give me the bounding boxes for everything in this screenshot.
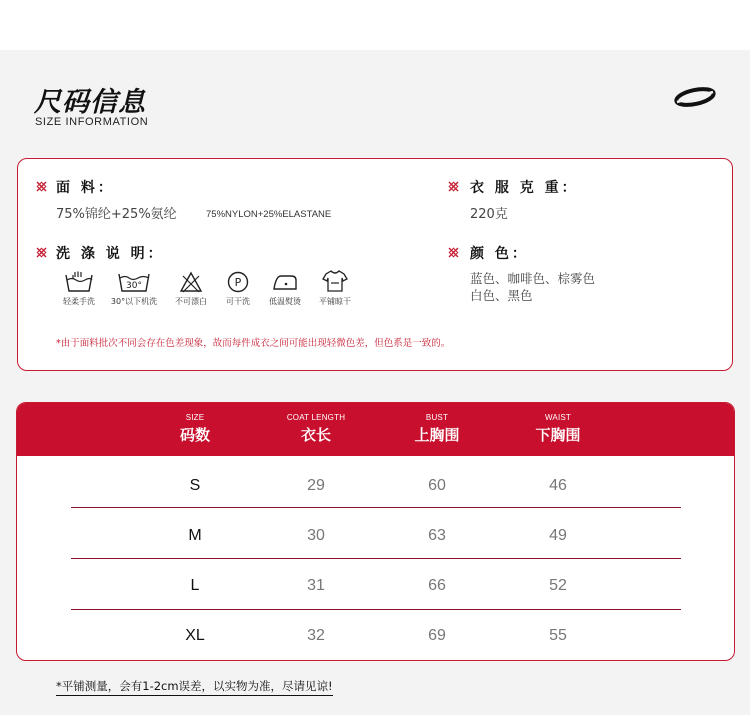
machine-wash-30-icon bbox=[117, 271, 151, 293]
measurement-footnote: *平铺测量，会有1-2cm误差，以实物为准，尽请见谅! bbox=[56, 678, 333, 696]
fabric-value-en: 75%NYLON+25%ELASTANE bbox=[206, 209, 332, 220]
cell-waist: 49 bbox=[549, 527, 567, 544]
color-line-2: 白色、黑色 bbox=[470, 288, 533, 303]
dry-clean-label: 可干洗 bbox=[226, 297, 250, 306]
cell-waist: 46 bbox=[549, 477, 567, 494]
size-table bbox=[16, 402, 735, 661]
color-difference-note: *由于面料批次不同会存在色差现象，故而每件成衣之间可能出现轻微色差，但色系是一致的。 bbox=[56, 338, 451, 349]
svg-text:P: P bbox=[234, 276, 242, 289]
low-iron-item bbox=[262, 271, 308, 307]
weight-label: 衣 服 克 重： bbox=[470, 180, 579, 196]
table-row bbox=[17, 463, 734, 513]
no-bleach-icon bbox=[179, 271, 203, 293]
no-bleach-label: 不可漂白 bbox=[175, 297, 207, 306]
cell-length: 30 bbox=[307, 527, 325, 544]
header-size bbox=[135, 413, 255, 445]
row-divider bbox=[71, 507, 681, 508]
machine-wash-label: 30°以下机洗 bbox=[110, 297, 158, 306]
dry-clean-p-icon bbox=[226, 271, 250, 293]
hand-wash-label: 轻柔手洗 bbox=[63, 297, 95, 306]
fabric-label: 面 料： bbox=[56, 180, 115, 196]
hand-wash-item bbox=[54, 271, 104, 307]
diamond-mark-icon bbox=[448, 181, 459, 192]
table-header bbox=[17, 403, 734, 456]
header-waist-en: WAIST bbox=[544, 413, 572, 422]
table-row bbox=[17, 563, 734, 613]
cell-bust: 63 bbox=[428, 527, 446, 544]
color-label: 颜 色： bbox=[470, 246, 529, 262]
header-length-cn: 衣长 bbox=[300, 426, 331, 444]
flat-dry-item bbox=[312, 269, 358, 307]
hand-wash-icon bbox=[64, 271, 94, 293]
cell-size: S bbox=[189, 477, 201, 494]
diamond-mark-icon bbox=[36, 247, 47, 258]
cell-bust: 60 bbox=[428, 477, 446, 494]
machine-wash-item bbox=[106, 271, 162, 307]
weight-value: 220克 bbox=[470, 207, 508, 222]
header-bust bbox=[377, 413, 497, 445]
cell-length: 29 bbox=[307, 477, 325, 494]
header-bust-en: BUST bbox=[425, 413, 449, 422]
svg-text:30°: 30° bbox=[126, 281, 142, 291]
header-waist bbox=[498, 413, 618, 445]
diamond-mark-icon bbox=[36, 181, 47, 192]
cell-size: XL bbox=[185, 627, 205, 644]
table-row bbox=[17, 513, 734, 563]
flat-dry-label: 平铺晾干 bbox=[319, 297, 351, 306]
no-bleach-item bbox=[166, 271, 216, 307]
header-bust-cn: 上胸围 bbox=[414, 426, 460, 444]
cell-waist: 52 bbox=[549, 577, 567, 594]
header-length-en: COAT LENGTH bbox=[286, 413, 346, 422]
row-divider bbox=[71, 609, 681, 610]
dry-clean-item bbox=[218, 271, 258, 307]
top-band bbox=[0, 0, 750, 50]
info-card bbox=[17, 158, 733, 371]
header-size-cn: 码数 bbox=[179, 426, 210, 444]
cell-bust: 69 bbox=[428, 627, 446, 644]
color-line-1: 蓝色、咖啡色、棕雾色 bbox=[470, 271, 596, 286]
table-row bbox=[17, 613, 734, 661]
fabric-value: 75%锦纶+25%氨纶 bbox=[56, 207, 177, 222]
cell-length: 32 bbox=[307, 627, 325, 644]
header-size-en: SIZE bbox=[185, 413, 205, 422]
cell-size: M bbox=[188, 527, 202, 544]
low-iron-label: 低温熨烫 bbox=[269, 297, 301, 306]
cell-waist: 55 bbox=[549, 627, 567, 644]
diamond-mark-icon bbox=[448, 247, 459, 258]
page-subtitle: SIZE INFORMATION bbox=[35, 116, 149, 128]
header-length bbox=[256, 413, 376, 445]
page-title: 尺码信息 bbox=[34, 87, 146, 118]
cell-size: L bbox=[190, 577, 200, 594]
brand-logo-icon bbox=[673, 86, 717, 108]
cell-bust: 66 bbox=[428, 577, 446, 594]
low-iron-icon bbox=[271, 271, 299, 293]
color-values bbox=[470, 270, 595, 304]
row-divider bbox=[71, 558, 681, 559]
flat-dry-icon bbox=[322, 269, 348, 293]
header-waist-cn: 下胸围 bbox=[535, 426, 581, 444]
cell-length: 31 bbox=[307, 577, 325, 594]
washing-label: 洗 涤 说 明： bbox=[56, 246, 165, 262]
